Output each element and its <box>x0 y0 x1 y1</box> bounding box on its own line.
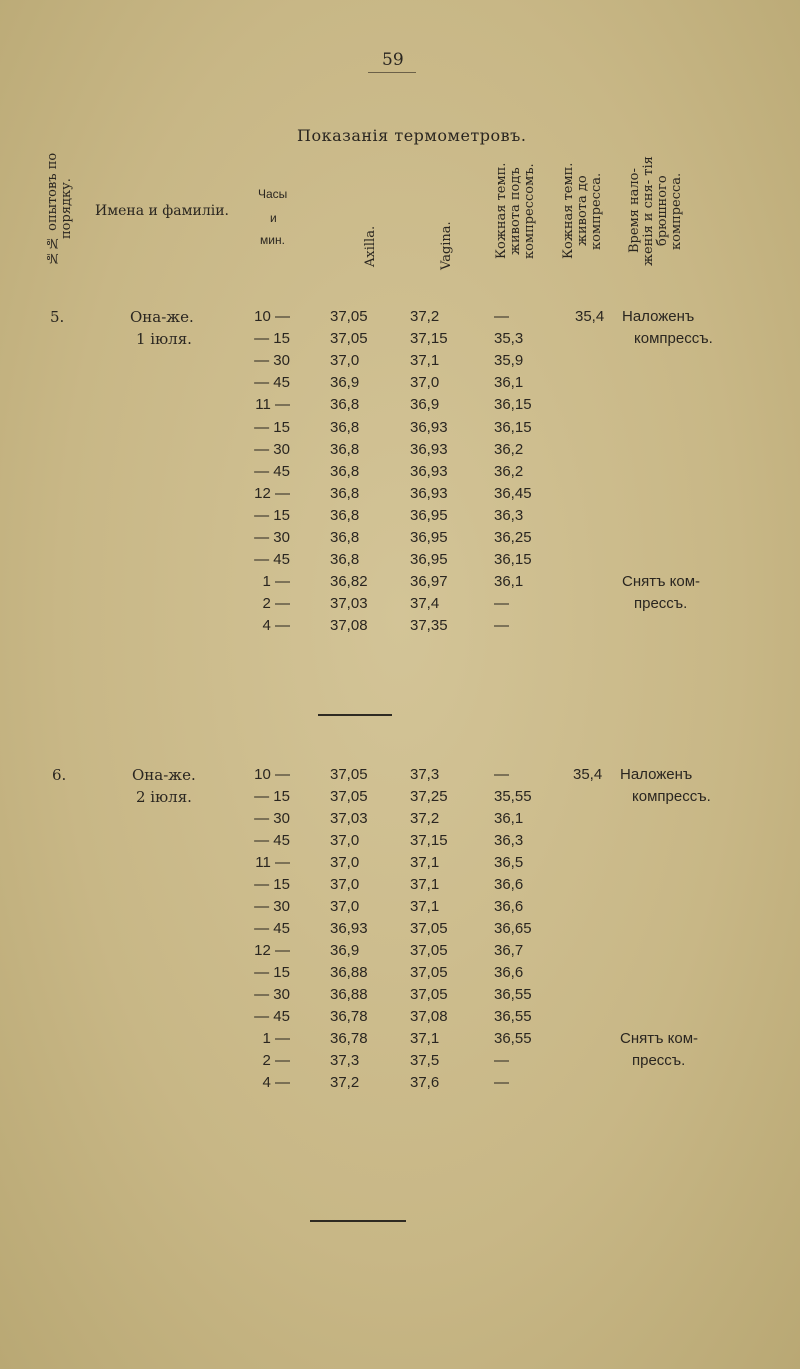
axilla-temp-cell: 37,0 <box>330 898 360 915</box>
header-time-line3: мин. <box>260 233 285 247</box>
table-row <box>0 485 800 507</box>
table-row <box>0 330 800 352</box>
axilla-temp-cell: 36,78 <box>330 1008 368 1025</box>
time-cell: 10 — <box>254 766 290 783</box>
table-row <box>0 396 800 418</box>
vagina-temp-cell: 37,05 <box>410 920 448 937</box>
table-row <box>0 419 800 441</box>
time-cell: 12 — <box>254 484 290 502</box>
compress-note-cell: прессъ. <box>634 595 688 613</box>
time-cell: — 45 <box>254 551 290 569</box>
skin-temp-under-compress-cell: — <box>494 1052 509 1069</box>
vagina-temp-cell: 37,15 <box>410 330 448 348</box>
time-cell: 2 — <box>262 595 290 613</box>
skin-temp-under-compress-cell: — <box>494 1074 509 1091</box>
time-cell: — 30 <box>254 810 290 827</box>
skin-temp-under-compress-cell: 36,3 <box>494 506 524 524</box>
time-cell: 1 — <box>262 573 290 591</box>
vagina-temp-cell: 36,93 <box>410 440 448 458</box>
vagina-temp-cell: 36,9 <box>410 396 440 414</box>
time-cell: — 15 <box>254 788 290 805</box>
compress-note-cell: Наложенъ <box>620 766 693 783</box>
table-row <box>0 507 800 529</box>
vagina-temp-cell: 37,6 <box>410 1074 440 1091</box>
table-title: Показанія термометровъ. <box>297 126 527 145</box>
axilla-temp-cell: 36,9 <box>330 942 360 959</box>
table-row <box>0 1052 800 1074</box>
compress-note-cell: компрессъ. <box>632 788 711 805</box>
axilla-temp-cell: 36,88 <box>330 986 368 1003</box>
skin-temp-under-compress-cell: 35,9 <box>494 352 524 370</box>
table-row <box>0 920 800 942</box>
axilla-temp-cell: 37,3 <box>330 1052 360 1069</box>
skin-temp-under-compress-cell: 36,15 <box>494 551 532 569</box>
axilla-temp-cell: 37,03 <box>330 810 368 827</box>
skin-temp-under-compress-cell: — <box>494 766 509 783</box>
time-cell: — 15 <box>254 330 290 348</box>
time-cell: — 45 <box>254 920 290 937</box>
vagina-temp-cell: 37,0 <box>410 374 440 392</box>
vagina-temp-cell: 37,1 <box>410 898 440 915</box>
table-row <box>0 898 800 920</box>
table-row <box>0 1030 800 1052</box>
skin-temp-under-compress-cell: 35,3 <box>494 330 524 348</box>
axilla-temp-cell: 37,2 <box>330 1074 360 1091</box>
skin-temp-under-compress-cell: 36,6 <box>494 876 524 893</box>
experiment-number-6: 6. <box>52 766 67 784</box>
header-axilla: Axilla. <box>363 225 378 267</box>
header-time-line2: и <box>270 211 277 225</box>
table-row <box>0 352 800 374</box>
time-cell: 11 — <box>255 396 290 414</box>
axilla-temp-cell: 37,0 <box>330 832 360 849</box>
skin-temp-before-compress-cell: 35,4 <box>575 308 605 325</box>
table-row <box>0 529 800 551</box>
axilla-temp-cell: 36,8 <box>330 440 360 458</box>
header-vagina: Vagina. <box>439 221 454 271</box>
table-row <box>0 986 800 1008</box>
table-row <box>0 854 800 876</box>
axilla-temp-cell: 36,8 <box>330 462 360 480</box>
experiment-number-5: 5. <box>50 308 65 326</box>
experiment-date: 2 іюля. <box>136 788 192 806</box>
header-names: Имена и фамиліи. <box>95 203 229 219</box>
compress-note-cell: Снятъ ком- <box>620 1030 699 1047</box>
axilla-temp-cell: 37,03 <box>330 595 368 613</box>
axilla-temp-cell: 37,0 <box>330 854 360 871</box>
skin-temp-under-compress-cell: 35,55 <box>494 788 532 805</box>
skin-temp-before-compress-cell: 35,4 <box>573 766 603 783</box>
time-cell: — 45 <box>254 462 290 480</box>
axilla-temp-cell: 37,0 <box>330 352 360 370</box>
experiment-date: 1 іюля. <box>136 330 192 348</box>
time-cell: — 45 <box>254 832 290 849</box>
table-row <box>0 964 800 986</box>
axilla-temp-cell: 36,93 <box>330 920 368 937</box>
skin-temp-under-compress-cell: 36,55 <box>494 1008 532 1025</box>
vagina-temp-cell: 36,93 <box>410 418 448 436</box>
table-row <box>0 617 800 639</box>
compress-note-cell: прессъ. <box>632 1052 686 1069</box>
axilla-temp-cell: 36,8 <box>330 529 360 546</box>
time-cell: 2 — <box>262 1052 290 1069</box>
time-cell: 4 — <box>262 617 290 635</box>
table-row <box>0 573 800 595</box>
axilla-temp-cell: 36,8 <box>330 484 360 502</box>
skin-temp-under-compress-cell: 36,25 <box>494 529 532 546</box>
vagina-temp-cell: 37,2 <box>410 308 440 325</box>
vagina-temp-cell: 37,1 <box>410 352 440 370</box>
axilla-temp-cell: 37,08 <box>330 617 368 635</box>
axilla-temp-cell: 36,8 <box>330 396 360 414</box>
axilla-temp-cell: 37,0 <box>330 876 360 893</box>
skin-temp-under-compress-cell: — <box>494 617 509 635</box>
skin-temp-under-compress-cell: — <box>494 595 509 613</box>
vagina-temp-cell: 37,05 <box>410 964 448 981</box>
axilla-temp-cell: 36,9 <box>330 374 360 392</box>
skin-temp-under-compress-cell: 36,6 <box>494 898 524 915</box>
header-skin-under-compress: Кожная темп. живота подъ компрессомъ. <box>494 162 537 260</box>
header-compress-time: Время нало- женія и сня- тія брюшного компресса. <box>627 156 684 266</box>
skin-temp-under-compress-cell: 36,6 <box>494 964 524 981</box>
header-skin-before-compress: Кожная темп. живота до компресса. <box>561 162 604 260</box>
axilla-temp-cell: 36,8 <box>330 506 360 524</box>
skin-temp-under-compress-cell: 36,15 <box>494 396 532 414</box>
axilla-temp-cell: 36,8 <box>330 551 360 569</box>
table-row <box>0 1074 800 1096</box>
table-row <box>0 810 800 832</box>
axilla-temp-cell: 36,78 <box>330 1030 368 1047</box>
bottom-divider <box>310 1220 406 1222</box>
axilla-temp-cell: 36,88 <box>330 964 368 981</box>
axilla-temp-cell: 37,05 <box>330 766 368 783</box>
time-cell: — 15 <box>254 876 290 893</box>
table-row <box>0 788 800 810</box>
page-number: 59 <box>382 50 404 70</box>
vagina-temp-cell: 37,1 <box>410 854 440 871</box>
subject-name: Она-же. <box>132 766 196 784</box>
skin-temp-under-compress-cell: 36,65 <box>494 920 532 937</box>
table-row <box>0 1008 800 1030</box>
vagina-temp-cell: 36,95 <box>410 506 448 524</box>
skin-temp-under-compress-cell: — <box>494 308 509 325</box>
compress-note-cell: компрессъ. <box>634 330 713 348</box>
time-cell: — 15 <box>254 418 290 436</box>
vagina-temp-cell: 36,97 <box>410 573 448 591</box>
skin-temp-under-compress-cell: 36,7 <box>494 942 524 959</box>
table-row <box>0 551 800 573</box>
subject-name: Она-же. <box>130 308 194 326</box>
header-time-line1: Часы <box>258 187 288 201</box>
skin-temp-under-compress-cell: 36,55 <box>494 986 532 1003</box>
time-cell: — 15 <box>254 506 290 524</box>
time-cell: 10 — <box>254 308 290 325</box>
section-divider <box>318 714 392 716</box>
vagina-temp-cell: 37,1 <box>410 876 440 893</box>
header-experiment-no: №№ опытовъ по порядку. <box>45 152 74 266</box>
vagina-temp-cell: 37,15 <box>410 832 448 849</box>
table-row <box>0 942 800 964</box>
table-row <box>0 308 800 330</box>
skin-temp-under-compress-cell: 36,2 <box>494 440 524 458</box>
vagina-temp-cell: 37,08 <box>410 1008 448 1025</box>
axilla-temp-cell: 36,82 <box>330 573 368 591</box>
vagina-temp-cell: 36,93 <box>410 462 448 480</box>
skin-temp-under-compress-cell: 36,2 <box>494 462 524 480</box>
vagina-temp-cell: 37,3 <box>410 766 440 783</box>
skin-temp-under-compress-cell: 36,45 <box>494 484 532 502</box>
vagina-temp-cell: 37,35 <box>410 617 448 635</box>
vagina-temp-cell: 37,4 <box>410 595 440 613</box>
axilla-temp-cell: 37,05 <box>330 330 368 348</box>
time-cell: — 30 <box>254 986 290 1003</box>
page-number-underline <box>368 72 416 73</box>
table-row <box>0 832 800 854</box>
compress-note-cell: Снятъ ком- <box>622 573 701 591</box>
skin-temp-under-compress-cell: 36,5 <box>494 854 524 871</box>
time-cell: — 30 <box>254 440 290 458</box>
vagina-temp-cell: 36,95 <box>410 529 448 546</box>
vagina-temp-cell: 37,05 <box>410 942 448 959</box>
vagina-temp-cell: 37,5 <box>410 1052 440 1069</box>
time-cell: 11 — <box>255 854 290 871</box>
axilla-temp-cell: 37,05 <box>330 308 368 325</box>
vagina-temp-cell: 36,93 <box>410 484 448 502</box>
vagina-temp-cell: 37,25 <box>410 788 448 805</box>
skin-temp-under-compress-cell: 36,1 <box>494 573 524 591</box>
time-cell: — 45 <box>254 1008 290 1025</box>
table-row <box>0 441 800 463</box>
axilla-temp-cell: 37,05 <box>330 788 368 805</box>
skin-temp-under-compress-cell: 36,1 <box>494 810 524 827</box>
time-cell: 1 — <box>262 1030 290 1047</box>
vagina-temp-cell: 37,05 <box>410 986 448 1003</box>
vagina-temp-cell: 37,1 <box>410 1030 440 1047</box>
time-cell: — 30 <box>254 529 290 546</box>
table-row <box>0 766 800 788</box>
table-row <box>0 876 800 898</box>
time-cell: 4 — <box>262 1074 290 1091</box>
time-cell: 12 — <box>254 942 290 959</box>
axilla-temp-cell: 36,8 <box>330 418 360 436</box>
skin-temp-under-compress-cell: 36,3 <box>494 832 524 849</box>
table-row <box>0 463 800 485</box>
skin-temp-under-compress-cell: 36,55 <box>494 1030 532 1047</box>
table-row <box>0 374 800 396</box>
time-cell: — 30 <box>254 898 290 915</box>
table-row <box>0 595 800 617</box>
time-cell: — 15 <box>254 964 290 981</box>
vagina-temp-cell: 37,2 <box>410 810 440 827</box>
time-cell: — 30 <box>254 352 290 370</box>
compress-note-cell: Наложенъ <box>622 308 695 325</box>
vagina-temp-cell: 36,95 <box>410 551 448 569</box>
skin-temp-under-compress-cell: 36,1 <box>494 374 524 392</box>
time-cell: — 45 <box>254 374 290 392</box>
skin-temp-under-compress-cell: 36,15 <box>494 418 532 436</box>
